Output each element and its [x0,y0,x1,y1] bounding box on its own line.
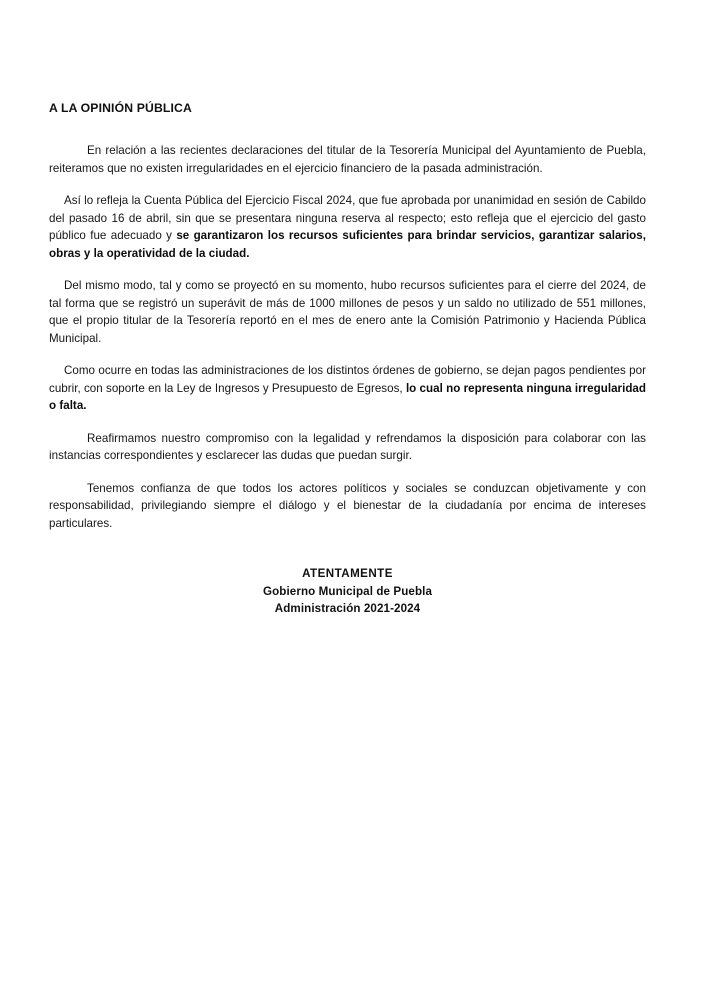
document-body [49,100,646,618]
paragraph-p3 [49,277,646,347]
signature-salutation: ATENTAMENTE [302,567,393,580]
text-run-6-1: Tenemos confianza de que todos los actores políticos y sociales se conduzcan objetivamente y con responsabilidad, privilegiando siempre el diálogo y el bienestar de la ciudadanía por encima de intereses particulares. [49,481,646,530]
text-run-5-1: Reafirmamos nuestro compromiso con la legalidad y refrendamos la disposición para colaborar con las instancias correspondientes y esclarecer las dudas que puedan surgir. [49,431,646,462]
signature-organization: Gobierno Municipal de Puebla [263,584,432,598]
text-run-4-1: Como ocurre en todas las administraciones de los distintos órdenes de gobierno, se dejan pagos pendientes por cubrir, con soporte en la Ley de Ingresos y Presupuesto de Egresos, [49,364,646,395]
paragraph-p2 [49,192,646,262]
paragraph-p5 [49,430,646,465]
emphasis-run-2-2: se garantizaron los recursos suficientes para brindar servicios, garantizar salarios, obras y la operatividad de la ciudad. [49,229,646,260]
signature-block [49,565,646,618]
paragraph-p4 [49,362,646,415]
text-run-1-1: En relación a las recientes declaraciones del titular de la Tesorería Municipal del Ayuntamiento de Puebla, reiteramos que no existen irregularidades en el ejercicio financiero de la pasada administración. [49,144,646,175]
paragraph-container [49,142,646,532]
signature-spacer [49,547,646,565]
page-title: A LA OPINIÓN PÚBLICA [49,101,192,115]
paragraph-p6 [49,480,646,533]
emphasis-run-4-2: lo cual no representa ninguna irregularidad o falta. [49,381,646,412]
paragraph-p1 [49,142,646,177]
text-run-3-1: Del mismo modo, tal y como se proyectó en su momento, hubo recursos suficientes para el cierre del 2024, de tal forma que se registró un superávit de más de 1000 millones de pesos y un saldo no utilizado de 551 millones, que el propio titular de la Tesorería reportó en el mes de enero ante la Comisión Patrimonio y Hacienda Pública Municipal. [49,279,646,345]
text-run-2-1: Así lo refleja la Cuenta Pública del Ejercicio Fiscal 2024, que fue aprobada por unanimidad en sesión de Cabildo del pasado 16 de abril, sin que se presentara ninguna reserva al respecto; esto refleja que el ejercicio del gasto público fue adecuado y [49,194,646,242]
signature-administration-period: Administración 2021-2024 [274,602,421,615]
